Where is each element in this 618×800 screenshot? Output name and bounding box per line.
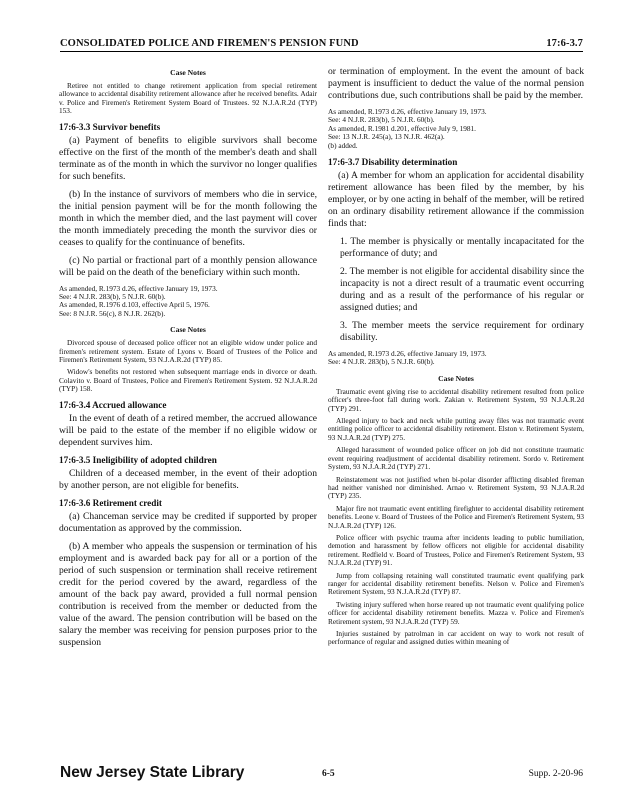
- section-heading-17-6-3-3: 17:6-3.3 Survivor benefits: [59, 121, 161, 132]
- history-line: (b) added.: [328, 140, 358, 150]
- history-line: As amended, R.1981 d.201, effective July 9, 1981.: [328, 123, 477, 133]
- case-note: Alleged harassment of wounded police officer on job did not constitute traumatic event requiring readjustment of accidental disability retirement. Sordo v. Retirement System, 93 N.J.A.R.2d (TYP) 271.: [328, 445, 584, 472]
- section-heading-17-6-3-5: 17:6-3.5 Ineligibility of adopted children: [59, 454, 217, 465]
- paragraph: (b) In the instance of survivors of members who die in service, the initial pension payment will be for the month following the month in which the member died, and the last payment will cover the month immediately preceding the month the survivor dies or ceases to qualify for the continuance of benefits.: [59, 188, 317, 248]
- page-number: 6-5: [322, 769, 335, 779]
- history-line: As amended, R.1973 d.26, effective January 19, 1973.: [59, 283, 218, 293]
- paragraph: (a) Payment of benefits to eligible survivors shall become effective on the first of the month of the member's death and shall terminate as of the month in which the survivor no longer qualifies for such benefits.: [59, 134, 317, 182]
- paragraph: In the event of death of a retired member, the accrued allowance will be paid to the estate of the member if no eligible widow or dependent survives him.: [59, 412, 317, 448]
- header-section-number: 17:6-3.7: [546, 38, 583, 49]
- running-header: [60, 38, 583, 52]
- left-column: [59, 66, 317, 655]
- paragraph-continued: or termination of employment. In the event the amount of back payment is insufficient to deduct the value of the normal pension contributions due, such contributions shall be paid by the member.: [328, 66, 584, 101]
- paragraph: (b) A member who appeals the suspension or termination of his employment and is awarded back pay for all or a portion of the period of such suspension or termination shall receive retirement credit for the period covered by the award, regardless of the amount of the back pay award, provided a full normal pension contribution is received from the member or deducted from the value of the award. The pension contribution will be based on the salary the member was receiving for pension purposes prior to the suspension: [59, 540, 317, 648]
- history-line: See: 8 N.J.R. 56(c), 8 N.J.R. 262(b).: [59, 308, 166, 318]
- list-item: 1. The member is physically or mentally incapacitated for the performance of duty; and: [340, 236, 584, 260]
- amendment-history: [59, 285, 317, 319]
- history-line: As amended, R.1973 d.26, effective January 19, 1973.: [328, 107, 487, 116]
- case-note: Traumatic event giving rise to accidental disability retirement resulted from police officer's three-foot fall during work. Zakian v. Retirement System, 93 N.J.A.R.2d (TYP) 291.: [328, 386, 584, 413]
- case-note: Retiree not entitled to change retirement application from special retirement allowance to accidental disability retirement allowance after he received benefits. Adair v. Police and Firemen's Retirement System Board of Trustees. 92 N.J.A.R.2d (TYP) 153.: [59, 81, 317, 116]
- section-heading-17-6-3-4: 17:6-3.4 Accrued allowance: [59, 399, 167, 410]
- list-item: 2. The member is not eligible for accidental disability since the incapacity is not a direct result of a traumatic event occurring during and as a result of the performance of his regular or assigned duties; and: [340, 266, 584, 314]
- case-note: Injuries sustained by patrolman in car accident on way to work not result of performance of regular and assigned duties within meaning of: [328, 629, 584, 647]
- case-note: Jump from collapsing retaining wall constituted traumatic event qualifying park ranger for accidental disability retirement benefits. Nelson v. Police and Firemen's Retirement System, 93 N.J.A.R.2d (TYP) 87.: [328, 570, 584, 597]
- case-note: Widow's benefits not restored when subsequent marriage ends in divorce or death. Colavito v. Board of Trustees, Police and Firemen's Retirement System. 92 N.J.A.R.2d (TYP) 158.: [59, 367, 317, 394]
- right-column: [328, 66, 584, 651]
- amendment-history: [328, 350, 584, 367]
- paragraph: (a) A member for whom an application for accidental disability retirement allowance has been filed by the member, by his employer, or by one acting in behalf of the member, will be retired on an ordinary disability retirement allowance if the commission finds that:: [328, 170, 584, 230]
- case-note: Divorced spouse of deceased police officer not an eligible widow under police and firemen's retirement system. Estate of Lyons v. Board of Trustees of the Police and Firemen's Retirement System, 93 N.J.A.R.2d (TYP) 85.: [59, 338, 317, 365]
- paragraph: (c) No partial or fractional part of a monthly pension allowance will be paid on the death of the beneficiary within such month.: [59, 254, 317, 278]
- header-title: CONSOLIDATED POLICE AND FIREMEN'S PENSION FUND: [60, 38, 359, 49]
- page-footer: [60, 764, 583, 789]
- paragraph: (a) Chanceman service may be credited if supported by proper documentation as approved by the commission.: [59, 510, 317, 534]
- history-line: See: 4 N.J.R. 283(b), 5 N.J.R. 60(b).: [59, 292, 166, 302]
- case-note: Alleged injury to back and neck while putting away files was not traumatic event entitling police officer to accidental disability retirement. Elston v. Retirement System, 93 N.J.A.R.2d (TYP) 275.: [328, 416, 584, 442]
- list-item: 3. The member meets the service requirement for ordinary disability.: [340, 320, 584, 344]
- history-line: See: 4 N.J.R. 283(b), 5 N.J.R. 60(b).: [328, 357, 435, 367]
- library-watermark: New Jersey State Library: [60, 764, 245, 781]
- case-note: Twisting injury suffered when horse reared up not traumatic event qualifying police officer for accidental disability retirement benefits. Mazza v. Police and Firemen's Retirement system, 93 N.J.A.R.2d (TYP) 59.: [328, 599, 584, 626]
- history-line: See: 13 N.J.R. 245(a), 13 N.J.R. 462(a).: [328, 132, 445, 142]
- case-notes-heading: Case Notes: [170, 325, 206, 335]
- case-note: Police officer with psychic trauma after incidents leading to public humiliation, demotion and harassment by fellow officers not eligible for accidental disability retirement. Redfield v. Board of Trustees, Police and Firemen's Retirement System, 93 N.J.A.R.2d (TYP) 91.: [328, 532, 584, 568]
- history-line: See: 4 N.J.R. 283(b), 5 N.J.R. 60(b).: [328, 115, 435, 125]
- case-note: Major fire not traumatic event entitling firefighter to accidental disability retirement benefits. Leone v. Board of Trustees of the Police and Firemen's Retirement System, 93 N.J.A.R.2d (TYP) 126.: [328, 503, 584, 530]
- history-line: As amended, R.1976 d.103, effective April 5, 1976.: [59, 300, 210, 310]
- amendment-history: [328, 108, 584, 150]
- section-heading-17-6-3-6: 17:6-3.6 Retirement credit: [59, 497, 162, 508]
- paragraph: Children of a deceased member, in the event of their adoption by another person, are not eligible for benefits.: [59, 467, 317, 491]
- history-line: As amended, R.1973 d.26, effective January 19, 1973.: [328, 349, 487, 359]
- section-heading-17-6-3-7: 17:6-3.7 Disability determination: [328, 157, 458, 168]
- supplement-date: Supp. 2-20-96: [528, 769, 583, 779]
- case-notes-heading: Case Notes: [438, 373, 474, 383]
- case-note: Reinstatement was not justified when bi-polar disorder afflicting disabled fireman had neither vanished nor diminished. Arnao v. Retirement System, 93 N.J.A.R.2d (TYP) 235.: [328, 474, 584, 501]
- case-notes-heading: Case Notes: [170, 68, 206, 77]
